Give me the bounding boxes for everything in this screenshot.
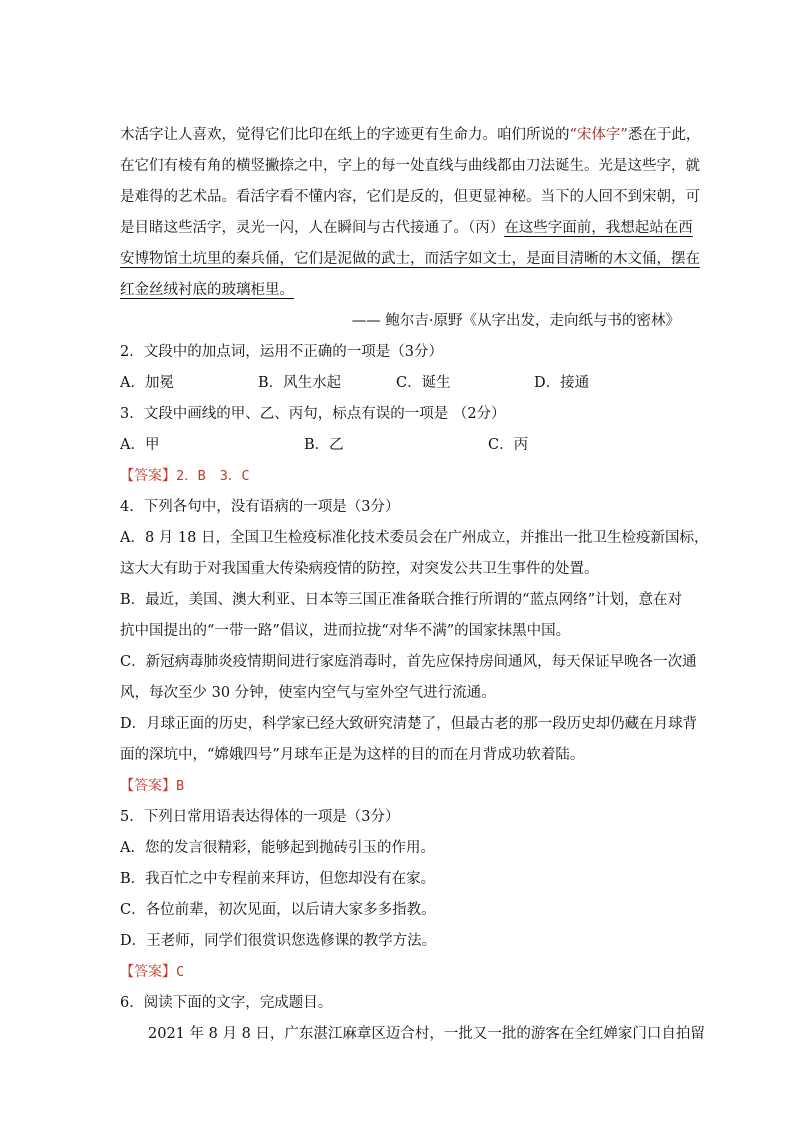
q2-option-d: D．接通	[534, 375, 590, 391]
q6-passage-line-1: 2021 年 8 月 8 日，广东湛江麻章区迈合村，一批又一批的游客在全红婵家门口自拍留	[148, 1026, 705, 1042]
q3-option-a: A．甲	[120, 437, 160, 453]
q5-option-c: C．各位前辈，初次见面，以后请大家多多指教。	[120, 902, 436, 918]
q4-option-b-line-1: B．最近，美国、澳大利亚、日本等三国正准备联合推行所谓的“蓝点网络”计划，意在对	[120, 592, 682, 608]
q2-option-b: B．风生水起	[258, 375, 342, 391]
underlined-sentence-bing-end: 红金丝绒衬底的玻璃柜里。	[120, 282, 294, 298]
answer-value: 2．B	[176, 468, 206, 484]
question-2-options	[120, 368, 680, 399]
passage-line-4: 是目睹这些活字，灵光一闪，人在瞬间与古代接通了。（丙）在这些字面前，我想起站在西	[120, 220, 693, 236]
question-2-stem: 2．文段中的加点词，运用不正确的一项是（3分）	[120, 344, 443, 360]
q4-option-a-line-1: A．8 月 18 日，全国卫生检疫标准化技术委员会在广州成立，并推出一批卫生检疫新国标，	[120, 530, 709, 546]
q4-option-c-line-2: 风，每次至少 30 分钟，使室内空气与室外空气进行流通。	[120, 685, 496, 701]
passage-line-5	[120, 244, 700, 275]
question-3-options	[120, 430, 680, 461]
answer-value: 3．C	[219, 468, 250, 484]
q5-option-b: B．我百忙之中专程前来拜访，但您却没有在家。	[120, 871, 436, 887]
underlined-sentence-bing-cont: 安博物馆土坑里的秦兵俑，它们是泥做的武士，而活字如文士，是面目清晰的木文俑，摆在	[120, 251, 700, 267]
passage-source: —— 鲍尔吉·原野《从字出发，走向纸与书的密林》	[351, 313, 680, 329]
q4-option-a-line-2: 这大大有助于对我国重大传染病疫情的防控，对突发公共卫生事件的处置。	[120, 561, 599, 577]
q5-option-d: D．王老师，同学们很赏识您选修课的教学方法。	[120, 933, 437, 949]
answer-tag: 【答案】	[120, 468, 176, 484]
document-body	[120, 120, 709, 1050]
underlined-sentence-bing: 在这些字面前，我想起站在西	[504, 220, 693, 236]
question-3-stem: 3．文段中画线的甲、乙、丙句，标点有误的一项是 （2分）	[120, 406, 506, 422]
q4-option-d-line-2: 面的深坑中，“嫦娥四号”月球车正是为这样的目的而在月背成功软着陆。	[120, 747, 585, 763]
question-5-stem: 5．下列日常用语表达得体的一项是（3分）	[120, 809, 400, 825]
answer-2-3	[120, 461, 680, 492]
q2-option-a: A．加冕	[120, 375, 174, 391]
passage-line-2: 在它们有棱有角的横竖撇捺之中，字上的每一处直线与曲线都由刀法诞生。光是这些字，就	[120, 158, 700, 174]
quoted-term: “宋体字”	[569, 127, 628, 143]
q4-option-c-line-1: C．新冠病毒肺炎疫情期间进行家庭消毒时，首先应保持房间通风，每天保证早晚各一次通	[120, 654, 697, 670]
passage-line-3: 是难得的艺术品。看活字看不懂内容，它们是反的，但更显神秘。当下的人回不到宋朝，可	[120, 189, 700, 205]
answer-value: C	[176, 964, 185, 980]
question-6-stem: 6．阅读下面的文字，完成题目。	[120, 995, 333, 1011]
question-4-stem: 4．下列各句中，没有语病的一项是（3分）	[120, 499, 400, 515]
q4-option-b-line-2: 抗中国提出的“一带一路”倡议，进而拉拢“对华不满”的国家抹黑中国。	[120, 623, 571, 639]
q4-option-d-line-1: D．月球正面的历史，科学家已经大致研究清楚了，但最古老的那一段历史却仍藏在月球背	[120, 716, 698, 732]
answer-tag: 【答案】	[120, 778, 176, 794]
answer-tag: 【答案】	[120, 964, 176, 980]
answer-5	[120, 957, 680, 988]
passage-line-6	[120, 275, 680, 306]
q5-option-a: A．您的发言很精彩，能够起到抛砖引玉的作用。	[120, 840, 435, 856]
q3-option-c: C．丙	[488, 437, 529, 453]
passage-line-1: 木活字让人喜欢，觉得它们比印在纸上的字迹更有生命力。咱们所说的“宋体字”悉在于此，	[120, 127, 701, 143]
answer-4	[120, 771, 680, 802]
q2-option-c: C．诞生	[396, 375, 451, 391]
answer-value: B	[176, 778, 185, 794]
q3-option-b: B．乙	[304, 437, 344, 453]
